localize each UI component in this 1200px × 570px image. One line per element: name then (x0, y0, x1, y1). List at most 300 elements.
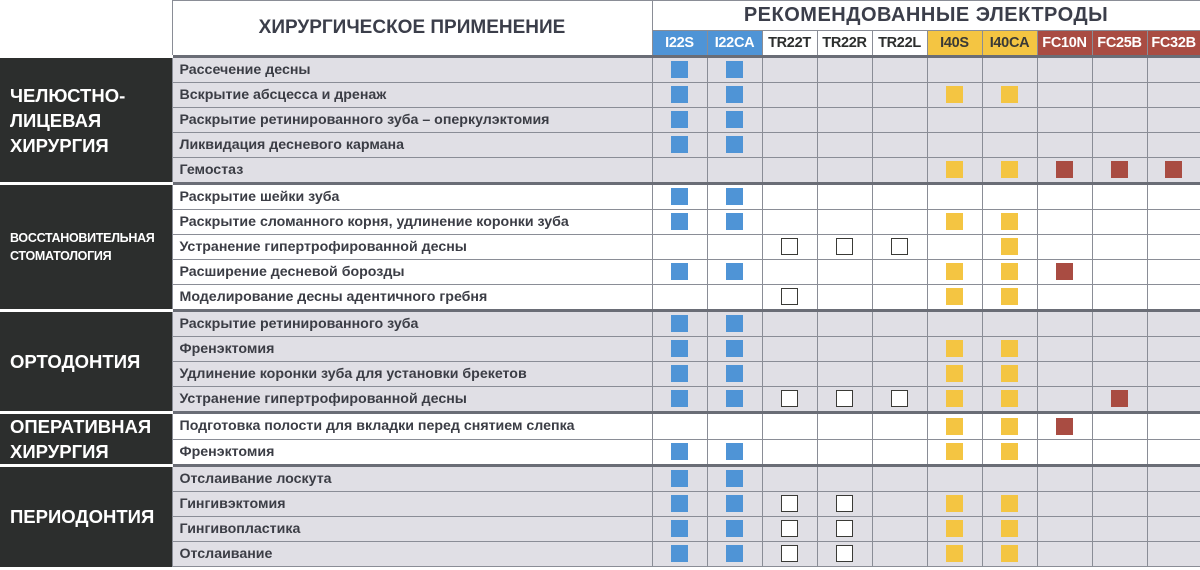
outline-square-mark (836, 390, 853, 407)
electrode-cell-fc32b (1147, 492, 1200, 517)
electrode-cell-i22ca (707, 492, 762, 517)
blue-square-mark (726, 365, 743, 382)
electrode-cell-fc32b (1147, 133, 1200, 158)
electrode-cell-tr22l (872, 337, 927, 362)
electrode-cell-fc10n (1037, 235, 1092, 260)
yellow-square-mark (1001, 213, 1018, 230)
electrode-cell-i40ca (982, 184, 1037, 210)
electrode-cell-i22s (652, 439, 707, 466)
blue-square-mark (671, 86, 688, 103)
blue-square-mark (671, 365, 688, 382)
category-label: ПЕРИОДОНТИЯ (0, 466, 172, 567)
outline-square-mark (781, 390, 798, 407)
electrode-cell-i22ca (707, 311, 762, 337)
electrode-cell-i40ca (982, 133, 1037, 158)
electrode-cell-i40s (927, 387, 982, 413)
electrode-cell-i22s (652, 133, 707, 158)
electrode-cell-tr22t (762, 337, 817, 362)
yellow-square-mark (1001, 365, 1018, 382)
outline-square-mark (891, 238, 908, 255)
electrode-cell-i22s (652, 158, 707, 184)
electrode-cell-i22ca (707, 158, 762, 184)
electrode-cell-fc32b (1147, 362, 1200, 387)
electrode-cell-tr22l (872, 311, 927, 337)
electrode-cell-fc25b (1092, 413, 1147, 440)
electrode-cell-i22ca (707, 387, 762, 413)
electrode-cell-fc10n (1037, 542, 1092, 567)
electrode-cell-tr22r (817, 387, 872, 413)
electrode-cell-fc32b (1147, 184, 1200, 210)
application-label: Подготовка полости для вкладки перед снятием слепка (172, 413, 652, 440)
electrode-cell-fc10n (1037, 83, 1092, 108)
electrode-cell-fc25b (1092, 108, 1147, 133)
electrode-cell-fc10n (1037, 210, 1092, 235)
electrode-cell-fc25b (1092, 57, 1147, 83)
electrode-cell-i40ca (982, 260, 1037, 285)
table-row (0, 57, 1200, 83)
electrode-header-tr22t: TR22T (762, 30, 817, 56)
electrode-cell-i22ca (707, 108, 762, 133)
outline-square-mark (836, 238, 853, 255)
electrode-cell-i22ca (707, 133, 762, 158)
application-label: Гингивэктомия (172, 492, 652, 517)
electrode-cell-fc32b (1147, 517, 1200, 542)
electrode-cell-i22ca (707, 184, 762, 210)
electrode-cell-i22s (652, 260, 707, 285)
electrode-cell-fc25b (1092, 158, 1147, 184)
red-square-mark (1111, 161, 1128, 178)
electrode-cell-i40s (927, 108, 982, 133)
electrode-cell-tr22t (762, 108, 817, 133)
electrode-cell-tr22l (872, 260, 927, 285)
electrode-cell-tr22t (762, 83, 817, 108)
blue-square-mark (671, 520, 688, 537)
blue-square-mark (671, 315, 688, 332)
electrode-cell-fc25b (1092, 311, 1147, 337)
table-row (0, 133, 1200, 158)
electrode-cell-i22ca (707, 210, 762, 235)
outline-square-mark (781, 545, 798, 562)
electrode-cell-tr22r (817, 337, 872, 362)
electrode-cell-i40s (927, 542, 982, 567)
recommended-electrodes-header: РЕКОМЕНДОВАННЫЕ ЭЛЕКТРОДЫ (652, 1, 1200, 31)
electrode-cell-i40s (927, 466, 982, 492)
table-row (0, 466, 1200, 492)
electrode-cell-fc32b (1147, 108, 1200, 133)
red-square-mark (1111, 390, 1128, 407)
electrode-cell-i40ca (982, 492, 1037, 517)
outline-square-mark (836, 545, 853, 562)
electrode-header-i40s: I40S (927, 30, 982, 56)
electrode-cell-fc32b (1147, 542, 1200, 567)
electrode-cell-fc10n (1037, 108, 1092, 133)
electrode-cell-tr22t (762, 387, 817, 413)
electrode-cell-tr22t (762, 133, 817, 158)
electrode-cell-i22s (652, 517, 707, 542)
yellow-square-mark (1001, 238, 1018, 255)
electrode-cell-i40ca (982, 57, 1037, 83)
electrode-cell-tr22t (762, 413, 817, 440)
electrode-cell-i40s (927, 439, 982, 466)
electrode-cell-i40ca (982, 210, 1037, 235)
electrode-cell-fc32b (1147, 57, 1200, 83)
outline-square-mark (781, 495, 798, 512)
outline-square-mark (781, 288, 798, 305)
electrode-cell-tr22t (762, 542, 817, 567)
electrode-cell-i22ca (707, 439, 762, 466)
electrode-cell-i22ca (707, 466, 762, 492)
yellow-square-mark (946, 418, 963, 435)
electrode-cell-i40ca (982, 311, 1037, 337)
electrode-cell-fc10n (1037, 492, 1092, 517)
electrode-cell-i40s (927, 158, 982, 184)
blue-square-mark (726, 263, 743, 280)
electrode-cell-tr22r (817, 466, 872, 492)
electrode-cell-i40s (927, 260, 982, 285)
electrode-cell-fc32b (1147, 235, 1200, 260)
electrode-cell-fc25b (1092, 210, 1147, 235)
yellow-square-mark (946, 86, 963, 103)
table-row (0, 260, 1200, 285)
yellow-square-mark (946, 520, 963, 537)
table-row (0, 492, 1200, 517)
electrode-cell-fc32b (1147, 285, 1200, 311)
electrode-cell-fc32b (1147, 439, 1200, 466)
electrode-cell-tr22l (872, 133, 927, 158)
red-square-mark (1056, 418, 1073, 435)
electrode-cell-i40s (927, 133, 982, 158)
application-label: Ликвидация десневого кармана (172, 133, 652, 158)
yellow-square-mark (1001, 390, 1018, 407)
application-label: Рассечение десны (172, 57, 652, 83)
electrode-cell-tr22t (762, 466, 817, 492)
yellow-square-mark (946, 340, 963, 357)
electrode-cell-tr22l (872, 184, 927, 210)
blue-square-mark (726, 390, 743, 407)
electrode-cell-i22ca (707, 83, 762, 108)
electrode-cell-i40s (927, 413, 982, 440)
table-row (0, 542, 1200, 567)
electrode-cell-tr22r (817, 492, 872, 517)
application-label: Гингивопластика (172, 517, 652, 542)
table-row (0, 235, 1200, 260)
electrode-cell-tr22l (872, 542, 927, 567)
electrode-cell-fc10n (1037, 517, 1092, 542)
electrode-cell-tr22t (762, 210, 817, 235)
electrode-cell-fc32b (1147, 466, 1200, 492)
yellow-square-mark (946, 443, 963, 460)
electrode-cell-tr22r (817, 133, 872, 158)
blue-square-mark (671, 188, 688, 205)
electrode-cell-i22s (652, 362, 707, 387)
electrode-cell-i40ca (982, 466, 1037, 492)
table-row (0, 184, 1200, 210)
blue-square-mark (671, 136, 688, 153)
electrode-cell-fc10n (1037, 466, 1092, 492)
blue-square-mark (726, 188, 743, 205)
electrode-header-i40ca: I40CA (982, 30, 1037, 56)
electrode-header-tr22r: TR22R (817, 30, 872, 56)
electrode-cell-i40s (927, 337, 982, 362)
application-label: Устранение гипертрофированной десны (172, 235, 652, 260)
blue-square-mark (671, 61, 688, 78)
electrode-cell-i40ca (982, 413, 1037, 440)
electrode-cell-fc32b (1147, 260, 1200, 285)
blue-square-mark (726, 340, 743, 357)
electrode-cell-fc25b (1092, 492, 1147, 517)
electrode-header-fc10n: FC10N (1037, 30, 1092, 56)
electrode-cell-i40ca (982, 285, 1037, 311)
electrode-cell-tr22r (817, 517, 872, 542)
electrode-cell-fc25b (1092, 439, 1147, 466)
electrode-cell-tr22r (817, 413, 872, 440)
yellow-square-mark (946, 161, 963, 178)
blue-square-mark (671, 340, 688, 357)
electrode-cell-fc25b (1092, 466, 1147, 492)
electrode-cell-tr22r (817, 83, 872, 108)
electrode-cell-i40s (927, 517, 982, 542)
electrode-cell-tr22r (817, 311, 872, 337)
blue-square-mark (671, 111, 688, 128)
electrode-cell-i40ca (982, 158, 1037, 184)
electrode-cell-fc10n (1037, 413, 1092, 440)
surgical-application-header: ХИРУРГИЧЕСКОЕ ПРИМЕНЕНИЕ (172, 1, 652, 57)
electrode-cell-i22ca (707, 517, 762, 542)
electrode-cell-i22s (652, 466, 707, 492)
electrode-cell-i40ca (982, 108, 1037, 133)
electrode-cell-i40s (927, 362, 982, 387)
application-label: Гемостаз (172, 158, 652, 184)
electrode-cell-tr22t (762, 439, 817, 466)
electrode-cell-tr22l (872, 210, 927, 235)
red-square-mark (1056, 263, 1073, 280)
electrode-cell-tr22r (817, 184, 872, 210)
electrode-cell-tr22l (872, 413, 927, 440)
blue-square-mark (726, 213, 743, 230)
electrode-cell-tr22t (762, 260, 817, 285)
application-label: Раскрытие ретинированного зуба (172, 311, 652, 337)
electrode-cell-fc10n (1037, 387, 1092, 413)
electrode-cell-i22s (652, 337, 707, 362)
electrode-cell-tr22l (872, 285, 927, 311)
yellow-square-mark (946, 545, 963, 562)
electrode-cell-tr22t (762, 492, 817, 517)
outline-square-mark (891, 390, 908, 407)
yellow-square-mark (946, 288, 963, 305)
table-row (0, 285, 1200, 311)
blue-square-mark (671, 495, 688, 512)
application-label: Отслаивание лоскута (172, 466, 652, 492)
electrode-cell-i22ca (707, 362, 762, 387)
red-square-mark (1056, 161, 1073, 178)
electrode-cell-i40ca (982, 235, 1037, 260)
blue-square-mark (671, 545, 688, 562)
electrode-cell-i22ca (707, 413, 762, 440)
blue-square-mark (671, 470, 688, 487)
electrode-cell-fc25b (1092, 260, 1147, 285)
electrode-cell-fc10n (1037, 285, 1092, 311)
yellow-square-mark (1001, 288, 1018, 305)
electrode-cell-fc25b (1092, 83, 1147, 108)
electrode-cell-fc25b (1092, 542, 1147, 567)
electrode-cell-fc10n (1037, 158, 1092, 184)
electrode-cell-i22s (652, 285, 707, 311)
electrode-cell-fc25b (1092, 285, 1147, 311)
application-label: Устранение гипертрофированной десны (172, 387, 652, 413)
electrode-cell-i22s (652, 184, 707, 210)
electrode-cell-i22ca (707, 57, 762, 83)
application-label: Раскрытие шейки зуба (172, 184, 652, 210)
electrode-cell-tr22t (762, 311, 817, 337)
outline-square-mark (836, 495, 853, 512)
yellow-square-mark (946, 263, 963, 280)
electrode-cell-i22ca (707, 235, 762, 260)
category-label: ЧЕЛЮСТНО- ЛИЦЕВАЯ ХИРУРГИЯ (0, 57, 172, 184)
blue-square-mark (726, 136, 743, 153)
electrode-cell-i40s (927, 184, 982, 210)
electrode-cell-fc10n (1037, 362, 1092, 387)
electrode-cell-fc25b (1092, 133, 1147, 158)
table-row (0, 337, 1200, 362)
table-row (0, 413, 1200, 440)
electrode-cell-i22s (652, 413, 707, 440)
yellow-square-mark (1001, 340, 1018, 357)
electrode-cell-tr22l (872, 57, 927, 83)
electrode-cell-fc10n (1037, 260, 1092, 285)
application-label: Френэктомия (172, 337, 652, 362)
outline-square-mark (781, 520, 798, 537)
red-square-mark (1165, 161, 1182, 178)
electrode-cell-tr22r (817, 57, 872, 83)
category-label: ВОССТАНОВИТЕЛЬНАЯ СТОМАТОЛОГИЯ (0, 184, 172, 311)
yellow-square-mark (946, 365, 963, 382)
electrode-cell-tr22t (762, 517, 817, 542)
electrode-cell-i40s (927, 285, 982, 311)
electrode-header-i22ca: I22CA (707, 30, 762, 56)
application-label: Вскрытие абсцесса и дренаж (172, 83, 652, 108)
electrode-cell-i40s (927, 57, 982, 83)
electrode-cell-tr22r (817, 439, 872, 466)
blue-square-mark (726, 61, 743, 78)
blue-square-mark (726, 520, 743, 537)
electrode-cell-i40ca (982, 83, 1037, 108)
application-label: Раскрытие сломанного корня, удлинение коронки зуба (172, 210, 652, 235)
electrode-cell-tr22l (872, 158, 927, 184)
electrode-cell-tr22t (762, 57, 817, 83)
table-row (0, 362, 1200, 387)
electrode-header-fc32b: FC32B (1147, 30, 1200, 56)
electrode-cell-i22s (652, 83, 707, 108)
electrode-cell-fc10n (1037, 337, 1092, 362)
electrode-cell-i22ca (707, 260, 762, 285)
table-row (0, 439, 1200, 466)
electrode-cell-fc25b (1092, 337, 1147, 362)
blue-square-mark (726, 315, 743, 332)
electrode-cell-tr22l (872, 492, 927, 517)
electrode-cell-i40ca (982, 517, 1037, 542)
electrode-cell-fc25b (1092, 184, 1147, 210)
electrode-cell-i22ca (707, 337, 762, 362)
yellow-square-mark (1001, 443, 1018, 460)
electrode-cell-i22s (652, 311, 707, 337)
electrode-cell-fc25b (1092, 235, 1147, 260)
electrode-cell-fc25b (1092, 362, 1147, 387)
electrode-cell-tr22l (872, 362, 927, 387)
blue-square-mark (671, 263, 688, 280)
yellow-square-mark (1001, 520, 1018, 537)
blue-square-mark (726, 443, 743, 460)
electrode-cell-fc32b (1147, 158, 1200, 184)
electrode-cell-fc10n (1037, 133, 1092, 158)
electrode-cell-i22ca (707, 285, 762, 311)
blue-square-mark (726, 86, 743, 103)
blue-square-mark (671, 213, 688, 230)
outline-square-mark (781, 238, 798, 255)
electrode-cell-i40ca (982, 337, 1037, 362)
yellow-square-mark (1001, 495, 1018, 512)
blue-square-mark (726, 470, 743, 487)
application-label: Моделирование десны адентичного гребня (172, 285, 652, 311)
electrode-cell-i40ca (982, 387, 1037, 413)
electrode-cell-fc32b (1147, 83, 1200, 108)
electrode-cell-tr22r (817, 108, 872, 133)
electrode-cell-tr22l (872, 439, 927, 466)
yellow-square-mark (946, 495, 963, 512)
electrode-cell-i40ca (982, 439, 1037, 466)
electrode-cell-tr22l (872, 466, 927, 492)
yellow-square-mark (1001, 161, 1018, 178)
electrode-cell-tr22t (762, 235, 817, 260)
electrode-cell-fc32b (1147, 311, 1200, 337)
electrode-cell-tr22r (817, 542, 872, 567)
electrode-cell-i22s (652, 235, 707, 260)
application-label: Отслаивание (172, 542, 652, 567)
table-row (0, 387, 1200, 413)
table-row (0, 108, 1200, 133)
yellow-square-mark (1001, 263, 1018, 280)
electrode-cell-fc25b (1092, 517, 1147, 542)
electrode-cell-fc10n (1037, 57, 1092, 83)
blue-square-mark (671, 390, 688, 407)
table-row (0, 83, 1200, 108)
electrode-cell-i40ca (982, 542, 1037, 567)
blue-square-mark (671, 443, 688, 460)
electrode-cell-tr22r (817, 235, 872, 260)
application-label: Френэктомия (172, 439, 652, 466)
electrode-cell-i22s (652, 542, 707, 567)
electrode-cell-tr22r (817, 362, 872, 387)
electrode-cell-fc32b (1147, 387, 1200, 413)
table-row (0, 517, 1200, 542)
electrode-cell-i22s (652, 210, 707, 235)
yellow-square-mark (946, 213, 963, 230)
electrode-cell-i22ca (707, 542, 762, 567)
electrode-cell-i40s (927, 311, 982, 337)
electrode-cell-tr22l (872, 83, 927, 108)
electrode-header-i22s: I22S (652, 30, 707, 56)
electrode-cell-tr22l (872, 235, 927, 260)
blue-square-mark (726, 495, 743, 512)
electrode-cell-i40ca (982, 362, 1037, 387)
electrode-cell-tr22t (762, 285, 817, 311)
table-row (0, 311, 1200, 337)
electrode-cell-tr22l (872, 387, 927, 413)
blue-square-mark (726, 545, 743, 562)
electrode-cell-tr22t (762, 362, 817, 387)
electrode-cell-fc10n (1037, 184, 1092, 210)
electrode-cell-i22s (652, 57, 707, 83)
electrode-cell-fc32b (1147, 210, 1200, 235)
